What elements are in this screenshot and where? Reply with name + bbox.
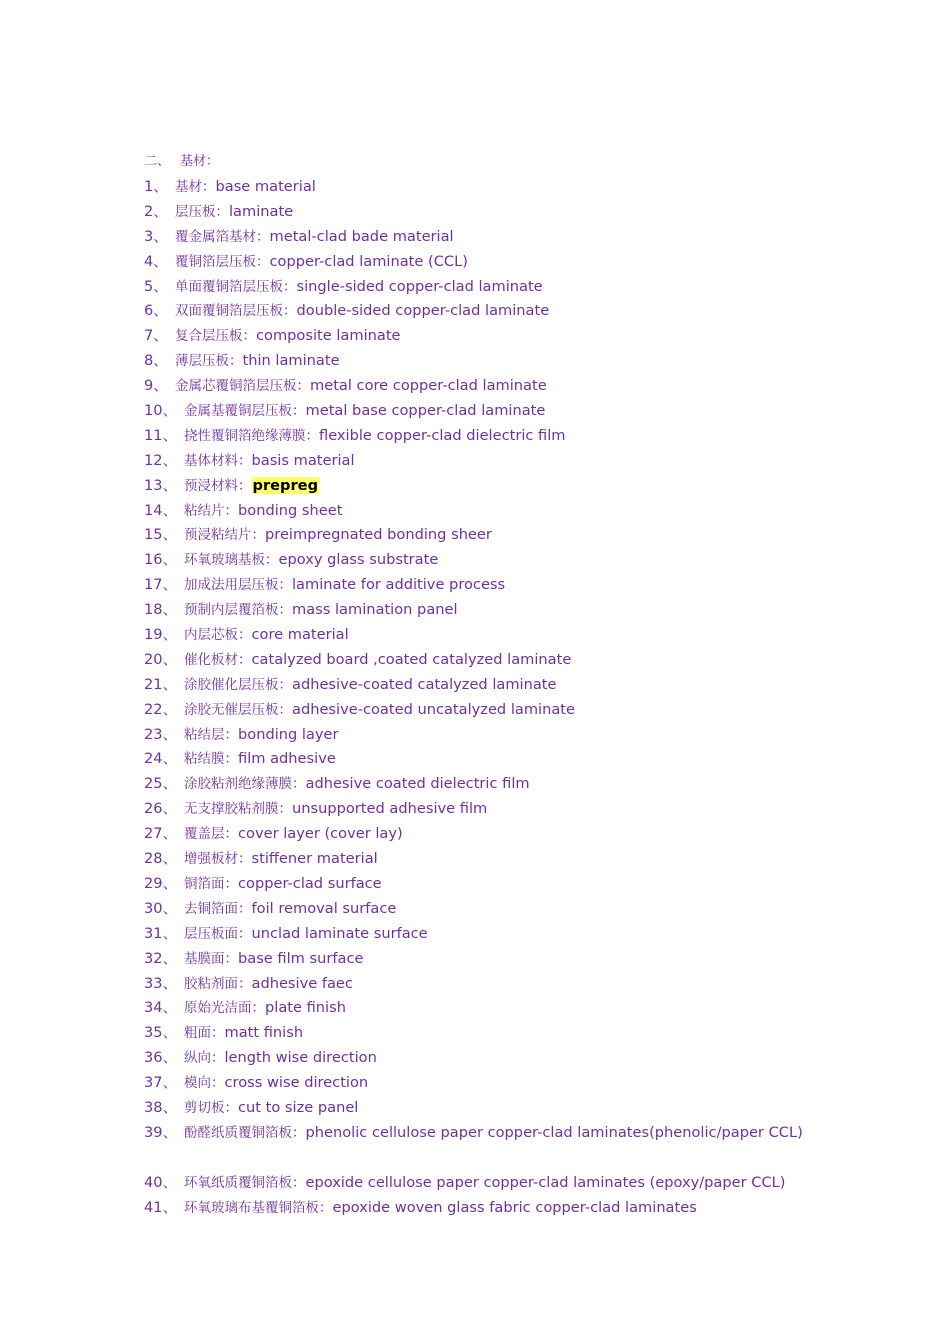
term-english: plate finish	[265, 999, 346, 1017]
list-item	[144, 549, 803, 574]
term-english: epoxide cellulose paper copper-clad laminates (epoxy/paper CCL)	[305, 1173, 786, 1191]
term-english: epoxy glass substrate	[278, 551, 439, 569]
list-item	[144, 375, 803, 400]
item-number: 6、	[144, 302, 168, 320]
term-english: metal core copper-clad laminate	[310, 377, 547, 395]
list-item	[144, 524, 803, 549]
term-chinese: 去铜箔面：	[184, 900, 252, 917]
item-number: 20、	[144, 650, 178, 668]
term-chinese: 预浸粘结片：	[184, 527, 265, 544]
section-heading	[144, 152, 219, 172]
term-chinese: 预浸材料：	[184, 477, 252, 494]
term-english: base film surface	[238, 949, 364, 967]
item-number: 15、	[144, 526, 178, 544]
term-english: epoxide woven glass fabric copper-clad laminates	[332, 1198, 697, 1216]
term-chinese: 复合层压板：	[175, 328, 256, 345]
term-english: cross wise direction	[224, 1074, 369, 1092]
term-chinese: 涂胶催化层压板：	[184, 676, 292, 693]
term-chinese: 单面覆铜箔层压板：	[175, 278, 297, 295]
item-number: 23、	[144, 725, 178, 743]
item-number: 28、	[144, 850, 178, 868]
list-item	[144, 798, 803, 823]
item-number: 9、	[144, 377, 168, 395]
term-english: thin laminate	[242, 352, 340, 370]
list-item	[144, 973, 803, 998]
item-number: 25、	[144, 775, 178, 793]
item-number: 18、	[144, 601, 178, 619]
item-number: 38、	[144, 1098, 178, 1116]
list-item	[144, 898, 803, 923]
item-number: 27、	[144, 825, 178, 843]
term-chinese: 模向：	[184, 1075, 225, 1092]
term-english: unclad laminate surface	[251, 924, 428, 942]
term-english: double-sided copper-clad laminate	[296, 302, 550, 320]
list-item	[144, 649, 803, 674]
list-item	[144, 997, 803, 1022]
list-item	[144, 450, 803, 475]
term-chinese: 环氧玻璃基板：	[184, 552, 279, 569]
term-chinese: 粘结层：	[184, 726, 238, 743]
list-item	[144, 574, 803, 599]
term-english: adhesive-coated uncatalyzed laminate	[292, 700, 575, 718]
term-english: core material	[251, 626, 349, 644]
term-english: unsupported adhesive film	[292, 800, 488, 818]
term-chinese: 薄层压板：	[175, 353, 243, 370]
section-number: 二、	[144, 154, 171, 169]
item-number: 4、	[144, 252, 168, 270]
list-item	[144, 823, 803, 848]
list-item	[144, 400, 803, 425]
item-number: 14、	[144, 501, 178, 519]
term-english: laminate for additive process	[292, 576, 506, 594]
list-item	[144, 251, 803, 276]
term-chinese: 剪切板：	[184, 1099, 238, 1116]
item-number: 3、	[144, 227, 168, 245]
item-number: 19、	[144, 626, 178, 644]
term-english: foil removal surface	[251, 899, 397, 917]
item-number: 7、	[144, 327, 168, 345]
list-item	[144, 873, 803, 898]
list-item	[144, 475, 803, 500]
item-number: 41、	[144, 1198, 178, 1216]
item-number: 24、	[144, 750, 178, 768]
list-item	[144, 1022, 803, 1047]
item-number: 8、	[144, 352, 168, 370]
list-item	[144, 276, 803, 301]
term-english: laminate	[229, 202, 294, 220]
term-chinese: 层压板面：	[184, 925, 252, 942]
item-number: 30、	[144, 899, 178, 917]
term-list	[144, 176, 803, 1221]
item-number: 37、	[144, 1074, 178, 1092]
item-number: 22、	[144, 700, 178, 718]
item-number: 16、	[144, 551, 178, 569]
term-english: length wise direction	[224, 1049, 377, 1067]
term-chinese: 环氧纸质覆铜箔板：	[184, 1174, 306, 1191]
term-chinese: 挠性覆铜箔绝缘薄膜：	[184, 427, 319, 444]
item-number: 1、	[144, 178, 168, 195]
list-item	[144, 300, 803, 325]
item-number: 35、	[144, 1024, 178, 1042]
item-number: 29、	[144, 874, 178, 892]
list-item	[144, 201, 803, 226]
term-chinese: 金属基覆铜层压板：	[184, 403, 306, 420]
term-chinese: 层压板：	[175, 203, 229, 220]
item-number: 39、	[144, 1123, 178, 1141]
term-chinese: 预制内层覆箔板：	[184, 602, 292, 619]
list-item	[144, 1097, 803, 1122]
term-english: base material	[215, 178, 316, 195]
term-english: adhesive coated dielectric film	[305, 775, 530, 793]
term-chinese: 涂胶粘剂绝缘薄膜：	[184, 776, 306, 793]
term-english: cut to size panel	[238, 1098, 359, 1116]
section-title: 基材：	[180, 154, 220, 169]
term-english: adhesive-coated catalyzed laminate	[292, 675, 557, 693]
term-english: adhesive faec	[251, 974, 353, 992]
list-item	[144, 226, 803, 251]
term-chinese: 覆金属箔基材：	[175, 228, 270, 245]
item-number: 10、	[144, 402, 178, 420]
term-english: copper-clad laminate (CCL)	[269, 252, 468, 270]
item-number: 21、	[144, 675, 178, 693]
term-chinese: 纵向：	[184, 1050, 225, 1067]
term-english: basis material	[251, 451, 355, 469]
item-number: 11、	[144, 426, 178, 444]
list-item	[144, 1072, 803, 1097]
term-english: matt finish	[224, 1024, 304, 1042]
item-number: 26、	[144, 800, 178, 818]
item-number: 5、	[144, 277, 168, 295]
list-item	[144, 500, 803, 525]
item-number: 36、	[144, 1049, 178, 1067]
term-chinese: 基体材料：	[184, 452, 252, 469]
item-number: 12、	[144, 451, 178, 469]
term-english: bonding sheet	[238, 501, 343, 519]
item-number: 34、	[144, 999, 178, 1017]
list-item	[144, 724, 803, 749]
list-item	[144, 748, 803, 773]
list-item	[144, 848, 803, 873]
term-chinese: 粘结膜：	[184, 751, 238, 768]
term-chinese: 覆铜箔层压板：	[175, 253, 270, 270]
term-chinese: 原始光洁面：	[184, 1000, 265, 1017]
list-item	[144, 923, 803, 948]
list-item	[144, 699, 803, 724]
item-number: 31、	[144, 924, 178, 942]
item-number: 17、	[144, 576, 178, 594]
term-chinese: 胶粘剂面：	[184, 975, 252, 992]
term-chinese: 金属芯覆铜箔层压板：	[175, 378, 310, 395]
term-english: bonding layer	[238, 725, 339, 743]
term-english: composite laminate	[256, 327, 401, 345]
term-chinese: 覆盖层：	[184, 826, 238, 843]
list-item	[144, 773, 803, 798]
term-english: phenolic cellulose paper copper-clad laminates(phenolic/paper CCL)	[305, 1123, 803, 1141]
term-chinese: 粗面：	[184, 1025, 225, 1042]
term-english: cover layer (cover lay)	[238, 825, 403, 843]
term-english: film adhesive	[238, 750, 336, 768]
term-english: single-sided copper-clad laminate	[296, 277, 543, 295]
term-english: stiffener material	[251, 850, 378, 868]
term-chinese: 催化板材：	[184, 651, 252, 668]
term-chinese: 加成法用层压板：	[184, 577, 292, 594]
list-item	[144, 599, 803, 624]
list-item	[144, 948, 803, 973]
term-english: copper-clad surface	[238, 874, 382, 892]
term-chinese: 环氧玻璃布基覆铜箔板：	[184, 1199, 333, 1216]
term-chinese: 涂胶无催层压板：	[184, 701, 292, 718]
term-chinese: 内层芯板：	[184, 627, 252, 644]
list-item	[144, 674, 803, 699]
list-item	[144, 1197, 803, 1222]
term-chinese: 无支撑胶粘剂膜：	[184, 801, 292, 818]
list-item	[144, 1122, 803, 1147]
term-chinese: 基膜面：	[184, 950, 238, 967]
list-item	[144, 176, 803, 201]
term-english: flexible copper-clad dielectric film	[319, 426, 566, 444]
item-number: 33、	[144, 974, 178, 992]
list-item	[144, 1047, 803, 1072]
term-english: metal-clad bade material	[269, 227, 454, 245]
term-english: metal base copper-clad laminate	[305, 402, 546, 420]
term-english: catalyzed board ,coated catalyzed laminate	[251, 650, 572, 668]
list-item	[144, 624, 803, 649]
term-english: preimpregnated bonding sheer	[265, 526, 492, 544]
term-chinese: 基材：	[175, 179, 216, 195]
item-number: 40、	[144, 1173, 178, 1191]
term-chinese: 铜箔面：	[184, 875, 238, 892]
term-chinese: 双面覆铜箔层压板：	[175, 303, 297, 320]
list-item	[144, 350, 803, 375]
term-english: mass lamination panel	[292, 601, 458, 619]
term-chinese: 增强板材：	[184, 851, 252, 868]
term-english-highlighted: prepreg	[252, 476, 319, 494]
item-number: 13、	[144, 476, 178, 494]
item-number: 32、	[144, 949, 178, 967]
term-chinese: 酚醛纸质覆铜箔板：	[184, 1124, 306, 1141]
list-item	[144, 425, 803, 450]
list-item	[144, 1172, 803, 1197]
item-number: 2、	[144, 202, 168, 220]
list-item	[144, 325, 803, 350]
term-chinese: 粘结片：	[184, 502, 238, 519]
